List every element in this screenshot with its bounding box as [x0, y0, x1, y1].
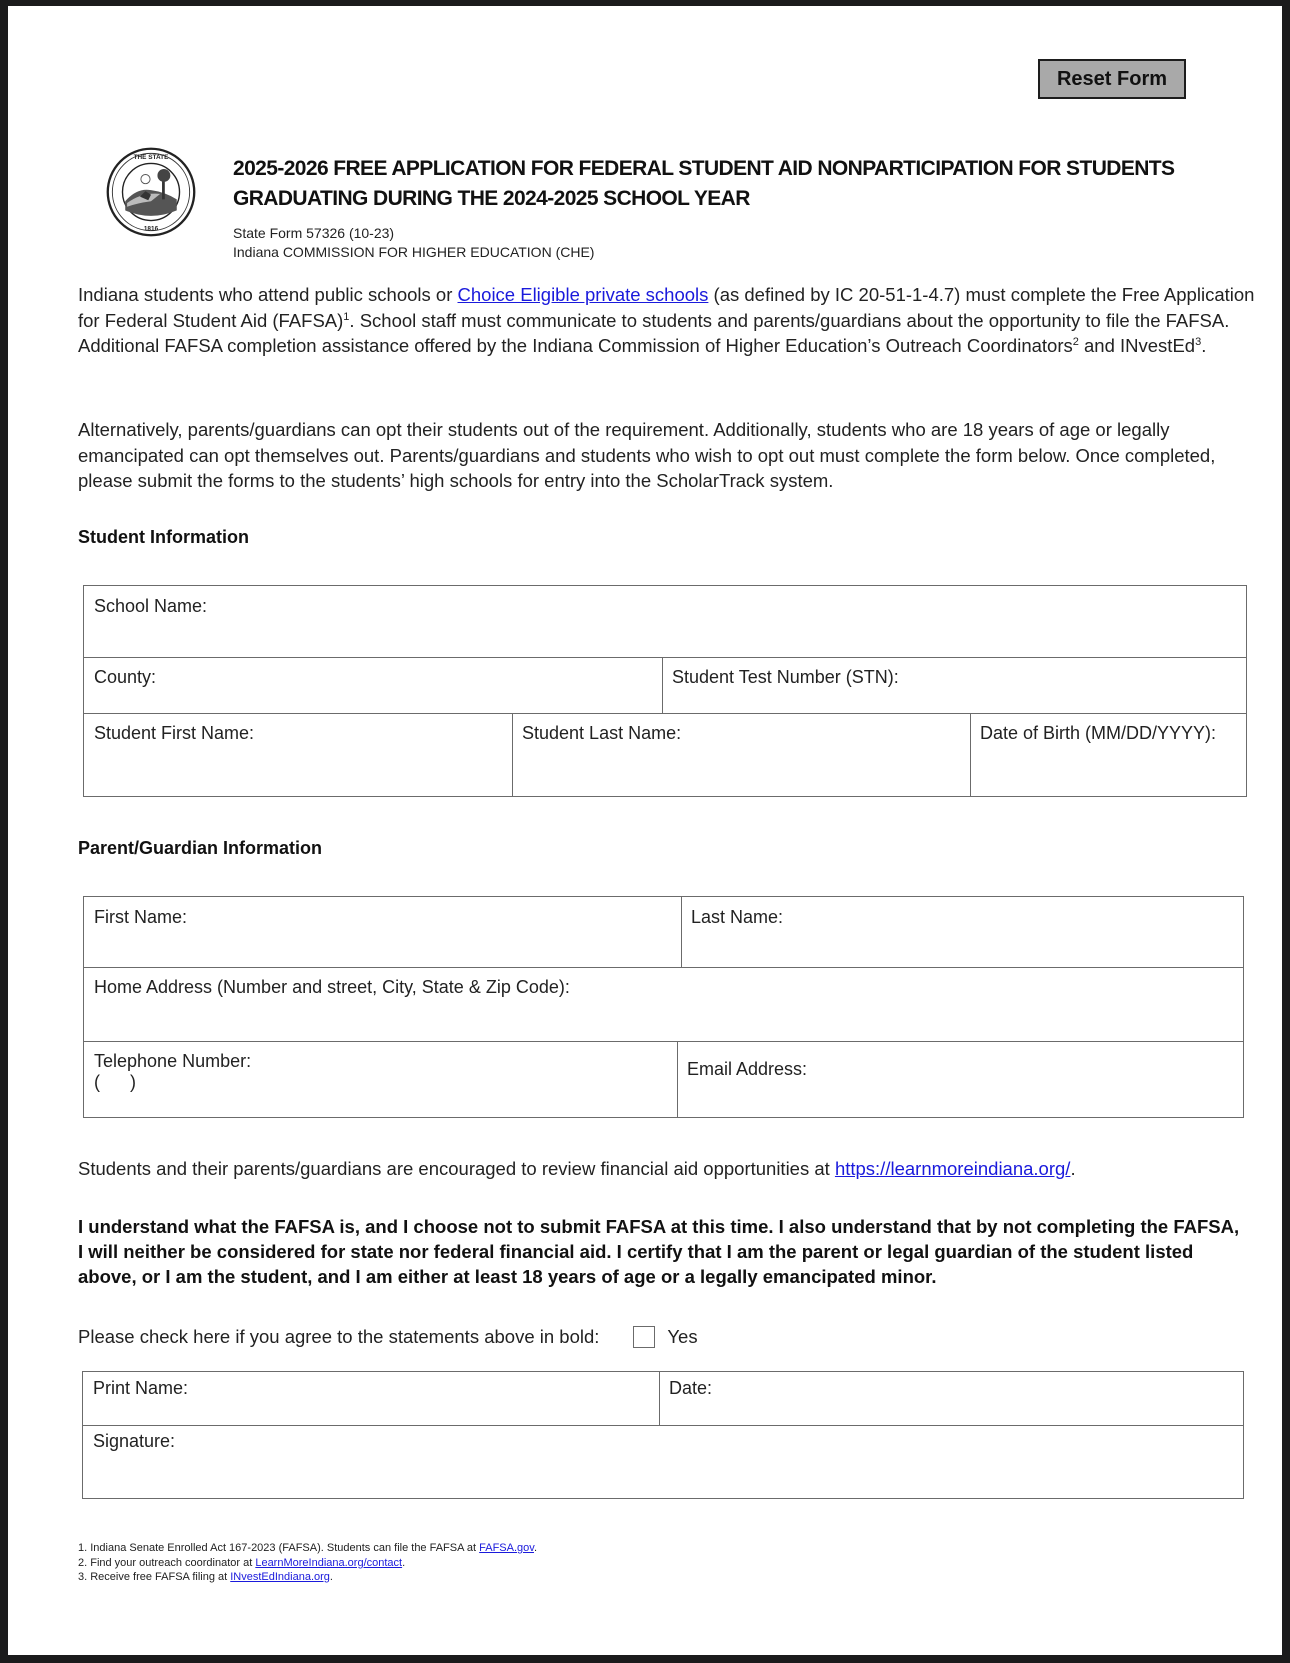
- form-title: [233, 154, 1174, 214]
- learnmoreindiana-link[interactable]: https://learnmoreindiana.org/: [834, 1158, 1071, 1179]
- agree-yes-label: Yes: [667, 1326, 698, 1347]
- date-input[interactable]: [667, 1397, 1234, 1423]
- email-input[interactable]: [685, 1084, 1234, 1110]
- footnote-1: 1. Indiana Senate Enrolled Act 167-2023 (FAFSA). Students can file the FAFSA at FAFSA.gov.: [78, 1542, 538, 1554]
- fafsa-gov-link[interactable]: FAFSA.gov: [479, 1542, 534, 1554]
- telephone-field[interactable]: Telephone Number: ( ): [84, 1041, 677, 1116]
- footnote-ref-1: 1: [343, 310, 350, 323]
- agreement-prompt: Please check here if you agree to the statements above in bold:: [78, 1326, 600, 1347]
- footnote-ref-2: 2: [1072, 335, 1079, 348]
- student-last-name-input[interactable]: [520, 763, 962, 789]
- agreement-row: [78, 1326, 698, 1348]
- student-first-name-input[interactable]: [92, 763, 504, 789]
- stn-field[interactable]: Student Test Number (STN):: [662, 657, 1245, 713]
- form-number: State Form 57326 (10-23): [233, 225, 395, 241]
- county-field[interactable]: County:: [84, 657, 662, 713]
- student-information-table: [83, 585, 1247, 797]
- student-first-name-field[interactable]: Student First Name:: [84, 713, 512, 795]
- parent-last-name-field[interactable]: Last Name:: [681, 897, 1242, 967]
- county-input[interactable]: [184, 673, 654, 699]
- date-of-birth-field[interactable]: Date of Birth (MM/DD/YYYY):: [970, 713, 1245, 795]
- stn-input[interactable]: [902, 673, 1237, 699]
- parent-last-name-input[interactable]: [689, 935, 1234, 961]
- svg-text:1816: 1816: [143, 225, 159, 233]
- intro-paragraph-1: Indiana students who attend public schools or Choice Eligible private schools (as defined by IC 20-51-1-4.7) must complete the Free Application for Federal Student Aid (FAFSA)$^1$. School staff must communicate to students and parents/guardians about the opportunity to file the FAFSA. Additional FAFSA completion assistance offered by the Indiana Commission of Higher Education’s Outreach Coordinators$^2$ and INvestEd$^3$.: [78, 284, 1255, 356]
- area-code-parentheses: ( ): [94, 1072, 136, 1092]
- learnmoreindiana-contact-link[interactable]: LearnMoreIndiana.org/contact: [255, 1556, 403, 1569]
- parent-first-name-input[interactable]: [92, 935, 673, 961]
- email-field[interactable]: Email Address:: [677, 1041, 1242, 1116]
- intro-paragraph-2: Alternatively, parents/guardians can opt their students out of the requirement. Additionally, students who are 18 years of age or legally emancipated can opt themselves out. Parents/guardians and students who wish to opt out must complete the form below. Once completed, please submit the forms to the students’ high schools for entry into the ScholarTrack system.: [78, 419, 1216, 491]
- reset-form-button[interactable]: Reset Form: [1038, 59, 1186, 99]
- footnote-3: 3. Receive free FAFSA filing at INvestEdIndiana.org.: [78, 1571, 333, 1583]
- signature-input[interactable]: [91, 1465, 1234, 1491]
- agree-yes-checkbox[interactable]: [633, 1326, 655, 1348]
- agency-name: Indiana COMMISSION FOR HIGHER EDUCATION (CHE): [233, 244, 595, 260]
- certification-statement: I understand what the FAFSA is, and I choose not to submit FAFSA at this time. I also understand that by not completing the FAFSA, I will neither be considered for state nor federal financial aid. I certify that I am the parent or legal guardian of the student listed above, or I am the student, and I am either at least 18 years of age or a legally emancipated minor.: [78, 1216, 1240, 1287]
- signature-field[interactable]: Signature:: [83, 1425, 1242, 1497]
- form-page: [8, 6, 1282, 1655]
- parent-first-name-field[interactable]: First Name:: [84, 897, 681, 967]
- review-opportunities-text: Students and their parents/guardians are encouraged to review financial aid opportunities at https://learnmoreindiana.org/.: [78, 1158, 1076, 1179]
- footnote-2: 2. Find your outreach coordinator at LearnMoreIndiana.org/contact.: [78, 1556, 406, 1569]
- parent-guardian-information-table: [83, 896, 1244, 1118]
- date-field[interactable]: Date:: [659, 1372, 1242, 1425]
- form-meta: [233, 224, 594, 262]
- indiana-state-seal-icon: [105, 146, 197, 238]
- print-name-input[interactable]: [91, 1397, 651, 1423]
- school-name-field[interactable]: School Name:: [84, 586, 1245, 657]
- investedindiana-link[interactable]: INvestEdIndiana.org: [230, 1571, 330, 1583]
- date-of-birth-input[interactable]: [978, 763, 1237, 789]
- footnotes: [78, 1541, 537, 1585]
- school-name-input[interactable]: [92, 625, 1237, 651]
- footnote-ref-3: 3: [1195, 335, 1202, 348]
- title-line-1: 2025-2026 FREE APPLICATION FOR FEDERAL STUDENT AID NONPARTICIPATION FOR STUDENTS: [233, 157, 1175, 180]
- choice-eligible-schools-link[interactable]: Choice Eligible private schools: [457, 284, 709, 305]
- print-name-field[interactable]: Print Name:: [83, 1372, 659, 1425]
- title-line-2: GRADUATING DURING THE 2024-2025 SCHOOL YEAR: [233, 187, 750, 210]
- signature-table: [82, 1371, 1244, 1499]
- svg-text:THE STATE: THE STATE: [133, 153, 169, 161]
- home-address-input[interactable]: [92, 1009, 1234, 1035]
- telephone-input[interactable]: [154, 1078, 669, 1104]
- home-address-field[interactable]: Home Address (Number and street, City, State & Zip Code):: [84, 967, 1242, 1041]
- student-last-name-field[interactable]: Student Last Name:: [512, 713, 970, 795]
- parent-guardian-information-heading: Parent/Guardian Information: [78, 838, 323, 858]
- student-information-heading: Student Information: [78, 527, 249, 547]
